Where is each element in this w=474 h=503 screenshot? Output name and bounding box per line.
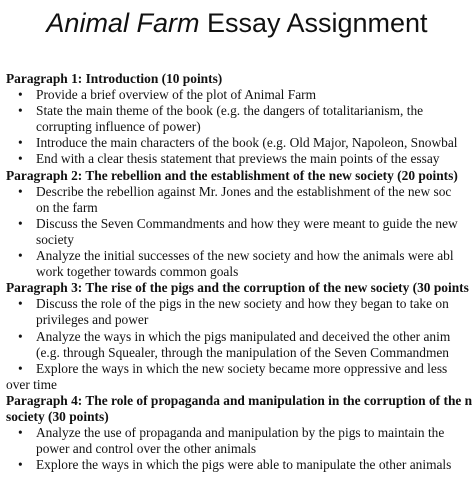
list-item: [6, 135, 474, 151]
page-title: [0, 6, 474, 40]
bullet-text-continued: on the farm: [36, 199, 98, 215]
list-item: [6, 457, 474, 473]
bullet-icon: •: [18, 360, 23, 376]
bullet-text-continued: (e.g. through Squealer, through the manipulation of the Seven Commandmen: [36, 344, 449, 360]
section-heading: [6, 393, 474, 425]
document-body: [6, 71, 474, 473]
bullet-text: Analyze the use of propaganda and manipulation by the pigs to maintain the: [36, 425, 445, 441]
bullet-text-continued: corrupting influence of power): [36, 119, 201, 135]
bullet-text: Analyze the ways in which the pigs manipulated and deceived the other anim: [36, 328, 451, 344]
bullet-text: Provide a brief overview of the plot of Animal Farm: [36, 87, 317, 103]
list-item: [6, 425, 474, 457]
bullet-icon: •: [18, 296, 23, 312]
bullet-list: [6, 184, 474, 281]
bullet-text: Discuss the Seven Commandments and how they were meant to guide the new: [36, 215, 458, 231]
section-heading: Paragraph 1: Introduction (10 points): [6, 71, 223, 86]
list-item: [6, 87, 474, 103]
bullet-text: Introduce the main characters of the book (e.g. Old Major, Napoleon, Snowbal: [36, 135, 458, 151]
bullet-icon: •: [18, 248, 23, 264]
bullet-icon: •: [18, 425, 23, 441]
trailing-text: over time: [6, 376, 57, 392]
section-heading-line: society (30 points): [6, 408, 109, 424]
bullet-text: Describe the rebellion against Mr. Jones and the establishment of the new soc: [36, 183, 452, 199]
list-item: [6, 248, 474, 280]
section-heading: Paragraph 3: The rise of the pigs and the corruption of the new society (30 points: [6, 280, 469, 296]
bullet-icon: •: [18, 328, 23, 344]
bullet-text-continued: society: [36, 231, 74, 247]
bullet-list: [6, 87, 474, 167]
title-rest: Essay Assignment: [199, 8, 428, 38]
list-item: [6, 151, 474, 167]
section-heading: Paragraph 2: The rebellion and the establishment of the new society (20 points): [6, 167, 458, 183]
bullet-text: Analyze the initial successes of the new society and how the animals were abl: [36, 248, 454, 264]
bullet-icon: •: [18, 183, 23, 199]
list-item: [6, 184, 474, 216]
list-item: [6, 296, 474, 328]
bullet-icon: •: [18, 135, 23, 151]
bullet-icon: •: [18, 103, 23, 119]
bullet-text-continued: privileges and power: [36, 312, 149, 328]
section-heading-line: Paragraph 4: The role of propaganda and manipulation in the corruption of the n: [6, 392, 473, 408]
bullet-list: [6, 296, 474, 376]
bullet-text-continued: power and control over the other animals: [36, 441, 257, 457]
bullet-icon: •: [18, 151, 23, 167]
bullet-icon: •: [18, 457, 23, 473]
bullet-text: Explore the ways in which the new society became more oppressive and less: [36, 360, 448, 376]
bullet-text: Discuss the role of the pigs in the new society and how they began to take on: [36, 296, 449, 312]
bullet-text-continued: work together towards common goals: [36, 264, 239, 280]
list-item: [6, 329, 474, 361]
list-item: [6, 103, 474, 135]
bullet-text: Explore the ways in which the pigs were able to manipulate the other animals: [36, 457, 452, 473]
bullet-list: [6, 425, 474, 473]
title-book-name: Animal Farm: [46, 8, 200, 38]
bullet-icon: •: [18, 87, 23, 103]
bullet-text: End with a clear thesis statement that previews the main points of the essay: [36, 151, 440, 167]
list-item: [6, 216, 474, 248]
bullet-icon: •: [18, 215, 23, 231]
bullet-text: State the main theme of the book (e.g. the dangers of totalitarianism, the: [36, 103, 424, 119]
list-item: [6, 361, 474, 377]
